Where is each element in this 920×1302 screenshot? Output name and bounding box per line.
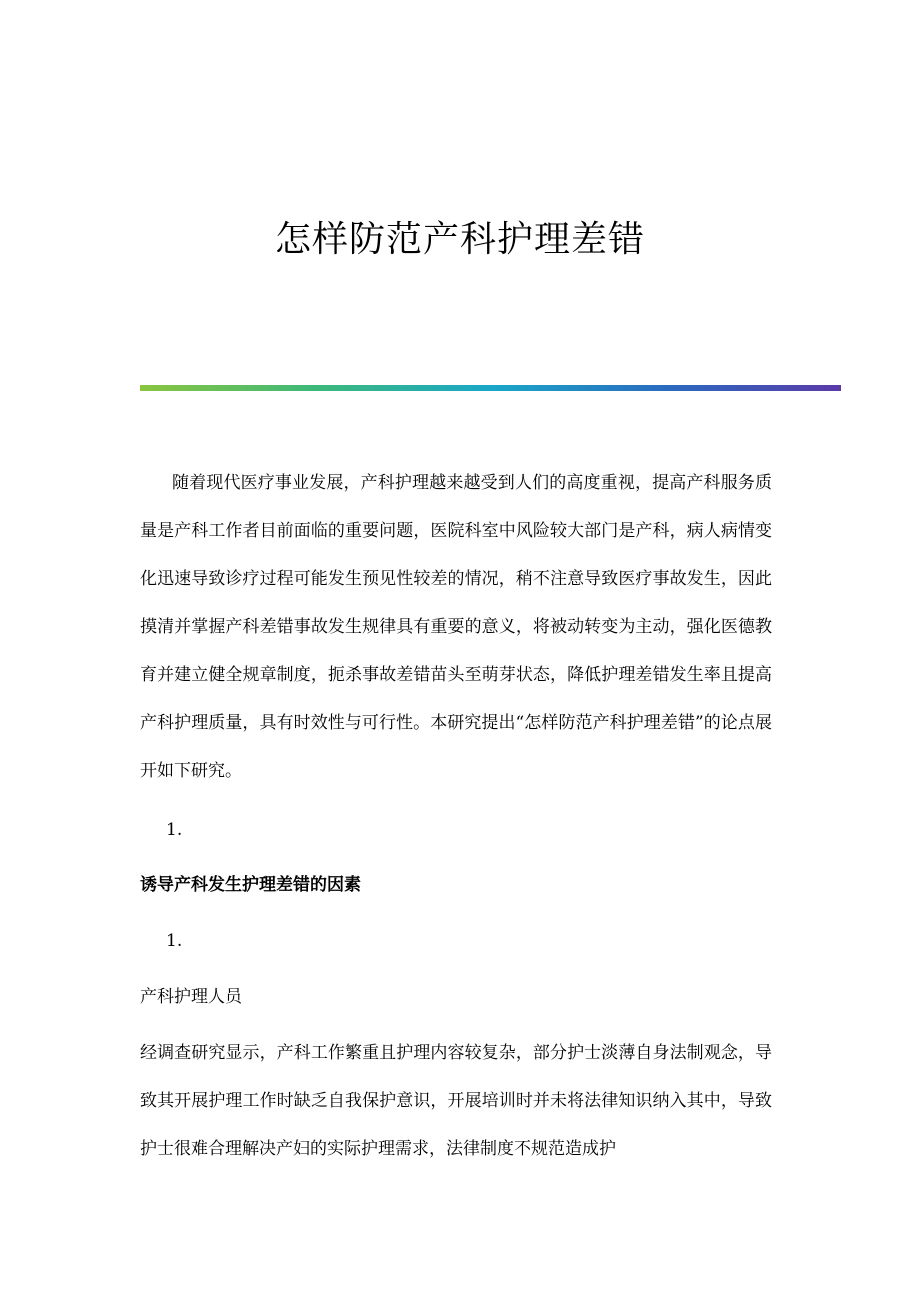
body-paragraph: 经调查研究显示，产科工作繁重且护理内容较复杂，部分护士淡薄自身法制观念，导致其开展护理工作时缺乏自我保护意识，开展培训时并未将法律知识纳入其中，导致护士很难合理解决产妇的实际护理需求，法律制度不规范造成护	[140, 1043, 772, 1159]
title-divider	[140, 385, 841, 391]
subsection-heading: 产科护理人员	[140, 987, 242, 1007]
section-heading: 诱导产科发生护理差错的因素	[140, 875, 361, 895]
intro-paragraph: 随着现代医疗事业发展，产科护理越来越受到人们的高度重视，提高产科服务质量是产科工作者目前面临的重要问题，医院科室中风险较大部门是产科，病人病情变化迅速导致诊疗过程可能发生预见性较差的情况，稍不注意导致医疗事故发生，因此摸清并掌握产科差错事故发生规律具有重要的意义，将被动转变为主动，强化医德教育并建立健全规章制度，扼杀事故差错苗头至萌芽状态，降低护理差错发生率且提高产科护理质量，具有时效性与可行性。本研究提出“怎样防范产科护理差错”的论点展开如下研究。	[140, 473, 772, 781]
section-number: 1.	[166, 820, 183, 840]
subsection-number: 1.	[166, 931, 183, 951]
document-title: 怎样防范产科护理差错	[274, 219, 645, 260]
